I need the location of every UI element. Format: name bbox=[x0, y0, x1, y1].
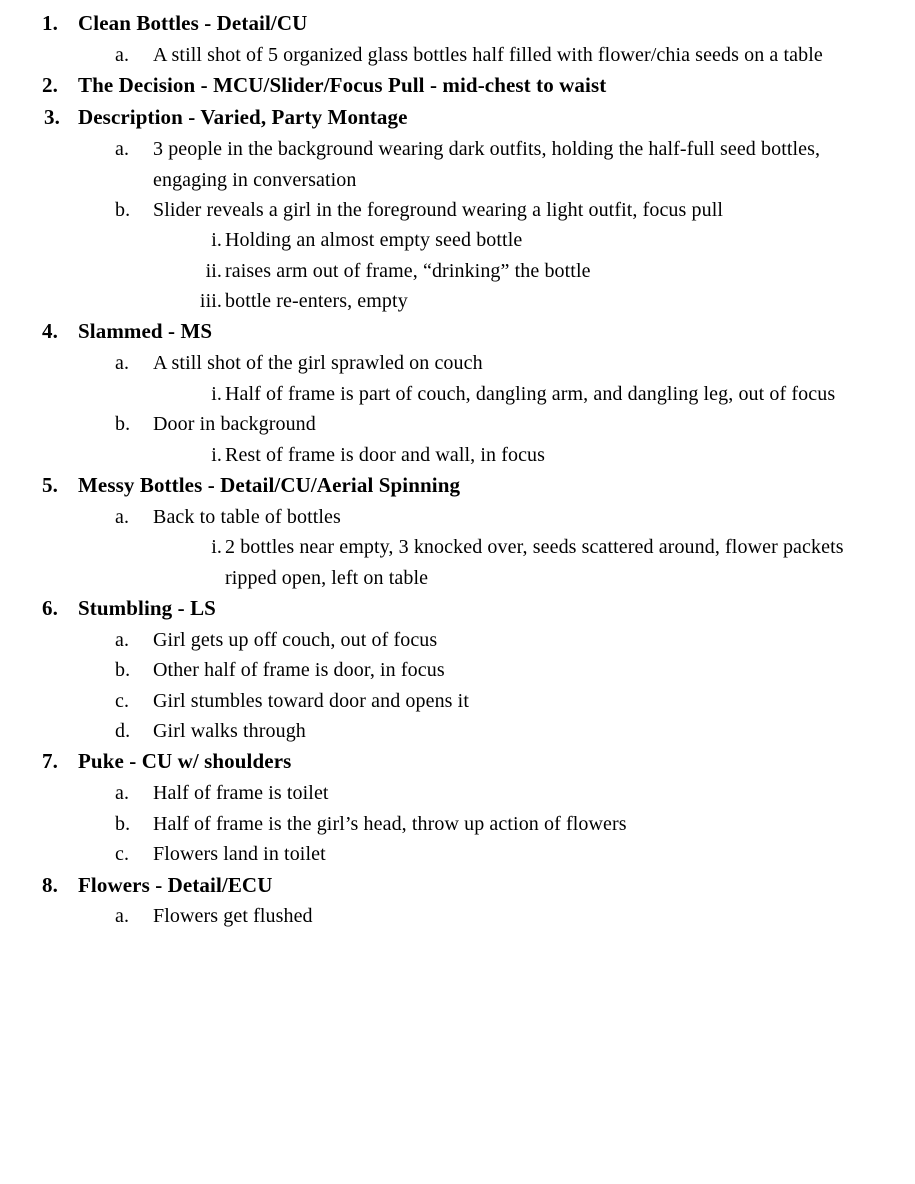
outline-level2-text: Flowers land in toilet bbox=[153, 843, 326, 866]
outline-level1-text: Messy Bottles - Detail/CU/Aerial Spinning bbox=[78, 472, 461, 497]
outline-level2-heading bbox=[20, 686, 895, 716]
outline-item-level1 bbox=[20, 746, 895, 869]
outline-level2-heading bbox=[20, 716, 895, 746]
outline-level3-heading bbox=[20, 379, 895, 409]
outline-item-level2 bbox=[20, 655, 895, 685]
outline-level3-marker: i. bbox=[211, 536, 222, 559]
outline-item-level3 bbox=[20, 256, 895, 286]
outline-level3-heading bbox=[20, 225, 895, 255]
outline-sublist-level2 bbox=[20, 901, 895, 931]
outline-sublist-level2 bbox=[20, 134, 895, 316]
outline-level3-marker: ii. bbox=[205, 259, 222, 282]
outline-level2-marker: c. bbox=[115, 689, 130, 712]
outline-sublist-level2 bbox=[20, 40, 895, 70]
outline-item-level2 bbox=[20, 901, 895, 931]
outline-sublist-level2 bbox=[20, 625, 895, 747]
outline-item-level3 bbox=[20, 379, 895, 409]
outline-level3-heading bbox=[20, 256, 895, 286]
outline-level3-marker: i. bbox=[211, 443, 222, 466]
outline-item-level2 bbox=[20, 716, 895, 746]
outline-level2-heading bbox=[20, 778, 895, 808]
outline-level2-heading bbox=[20, 625, 895, 655]
outline-level1-text: Flowers - Detail/ECU bbox=[78, 872, 273, 897]
outline-item-level2 bbox=[20, 40, 895, 70]
outline-level1-heading bbox=[20, 746, 895, 778]
outline-level1-marker: 4. bbox=[42, 319, 58, 344]
outline-level3-text: Rest of frame is door and wall, in focus bbox=[225, 443, 546, 466]
outline-level1-text: Puke - CU w/ shoulders bbox=[78, 749, 292, 774]
outline-item-level3 bbox=[20, 225, 895, 255]
outline-level3-text: Holding an almost empty seed bottle bbox=[225, 229, 523, 252]
outline-level2-heading bbox=[20, 134, 895, 195]
outline-level2-heading bbox=[20, 348, 895, 378]
outline-item-level1 bbox=[20, 70, 895, 102]
outline-level2-marker: b. bbox=[115, 198, 131, 221]
outline-item-level1 bbox=[20, 8, 895, 70]
outline-level2-heading bbox=[20, 839, 895, 869]
outline-level2-text: 3 people in the background wearing dark outfits, holding the half-full seed bottles, engaging in conversation bbox=[153, 138, 821, 191]
outline-level3-text: 2 bottles near empty, 3 knocked over, seeds scattered around, flower packets ripped open, left on table bbox=[225, 536, 844, 589]
outline-level3-heading bbox=[20, 440, 895, 470]
outline-sublist-level3 bbox=[20, 379, 895, 409]
outline-item-level1 bbox=[20, 316, 895, 469]
outline-item-level2 bbox=[20, 686, 895, 716]
outline-sublist-level3 bbox=[20, 440, 895, 470]
outline-item-level1 bbox=[20, 593, 895, 746]
outline-level1-marker: 5. bbox=[42, 472, 58, 497]
outline-level1-text: The Decision - MCU/Slider/Focus Pull - mid-chest to waist bbox=[78, 73, 607, 98]
outline-level2-marker: b. bbox=[115, 659, 131, 682]
outline-level2-marker: b. bbox=[115, 812, 131, 835]
outline-item-level2 bbox=[20, 409, 895, 470]
outline-item-level1 bbox=[20, 102, 895, 316]
outline-level2-marker: c. bbox=[115, 843, 130, 866]
outline-level2-heading bbox=[20, 195, 895, 225]
outline-level2-marker: a. bbox=[115, 782, 130, 805]
outline-level2-marker: a. bbox=[115, 905, 130, 928]
outline-level3-marker: i. bbox=[211, 229, 222, 252]
outline-level1-heading bbox=[20, 316, 895, 348]
outline-level1-marker: 3. bbox=[44, 105, 60, 130]
outline-level2-text: Half of frame is the girl’s head, throw up action of flowers bbox=[153, 812, 627, 835]
outline-level1-heading bbox=[20, 70, 895, 102]
outline-level2-text: Girl gets up off couch, out of focus bbox=[153, 628, 438, 651]
outline-item-level1 bbox=[20, 870, 895, 932]
outline-level2-text: Back to table of bottles bbox=[153, 505, 341, 528]
outline-level1-heading bbox=[20, 102, 895, 134]
outline-level2-text: Other half of frame is door, in focus bbox=[153, 659, 445, 682]
outline-item-level2 bbox=[20, 195, 895, 317]
outline-level2-marker: a. bbox=[115, 352, 130, 375]
outline-level2-heading bbox=[20, 901, 895, 931]
outline-level1-marker: 8. bbox=[42, 872, 58, 897]
outline-level2-text: A still shot of 5 organized glass bottles half filled with flower/chia seeds on a table bbox=[153, 43, 823, 66]
outline-level1-heading bbox=[20, 8, 895, 40]
outline-level1-marker: 7. bbox=[42, 749, 58, 774]
outline-sublist-level2 bbox=[20, 348, 895, 470]
outline-level1-marker: 6. bbox=[42, 596, 58, 620]
outline-item-level2 bbox=[20, 502, 895, 593]
outline-level2-marker: a. bbox=[115, 43, 130, 66]
outline-level1-heading bbox=[20, 593, 895, 625]
outline-level2-text: A still shot of the girl sprawled on couch bbox=[153, 352, 483, 375]
outline-level2-text: Girl stumbles toward door and opens it bbox=[153, 689, 469, 712]
outline-sublist-level3 bbox=[20, 225, 895, 316]
outline-level2-text: Girl walks through bbox=[153, 720, 306, 743]
outline-level1-heading bbox=[20, 470, 895, 502]
outline-level2-marker: d. bbox=[115, 720, 131, 743]
outline-level2-heading bbox=[20, 40, 895, 70]
outline-level1-marker: 2. bbox=[42, 73, 58, 98]
outline-level1-text: Slammed - MS bbox=[78, 319, 213, 344]
outline-list bbox=[20, 8, 895, 932]
outline-level2-heading bbox=[20, 809, 895, 839]
outline-level2-text: Half of frame is toilet bbox=[153, 782, 329, 805]
outline-level2-heading bbox=[20, 409, 895, 439]
outline-item-level2 bbox=[20, 134, 895, 195]
outline-level1-text: Clean Bottles - Detail/CU bbox=[78, 11, 308, 35]
outline-level3-heading bbox=[20, 532, 895, 593]
outline-level3-marker: i. bbox=[211, 382, 222, 405]
outline-item-level3 bbox=[20, 440, 895, 470]
outline-level3-text: Half of frame is part of couch, dangling arm, and dangling leg, out of focus bbox=[225, 382, 836, 405]
outline-level2-heading bbox=[20, 655, 895, 685]
outline-item-level2 bbox=[20, 625, 895, 655]
outline-level2-heading bbox=[20, 502, 895, 532]
outline-item-level3 bbox=[20, 286, 895, 316]
outline-level3-text: raises arm out of frame, “drinking” the bottle bbox=[225, 259, 591, 282]
page-bottom-whitespace bbox=[20, 932, 895, 1122]
outline-sublist-level3 bbox=[20, 532, 895, 593]
outline-item-level2 bbox=[20, 809, 895, 839]
outline-level3-heading bbox=[20, 286, 895, 316]
outline-level1-text: Description - Varied, Party Montage bbox=[78, 105, 408, 130]
outline-item-level2 bbox=[20, 778, 895, 808]
outline-level2-text: Flowers get flushed bbox=[153, 905, 313, 928]
outline-level1-text: Stumbling - LS bbox=[78, 596, 216, 620]
outline-item-level2 bbox=[20, 839, 895, 869]
outline-item-level3 bbox=[20, 532, 895, 593]
outline-level3-marker: iii. bbox=[199, 290, 222, 313]
outline-level1-heading bbox=[20, 870, 895, 902]
outline-level2-text: Door in background bbox=[153, 413, 316, 436]
outline-item-level1 bbox=[20, 470, 895, 593]
outline-level2-marker: a. bbox=[115, 138, 130, 161]
outline-sublist-level2 bbox=[20, 502, 895, 593]
outline-level3-text: bottle re-enters, empty bbox=[225, 290, 408, 313]
outline-level2-text: Slider reveals a girl in the foreground wearing a light outfit, focus pull bbox=[153, 198, 724, 221]
outline-item-level2 bbox=[20, 348, 895, 409]
outline-level2-marker: a. bbox=[115, 505, 130, 528]
outline-level2-marker: b. bbox=[115, 413, 131, 436]
outline-sublist-level2 bbox=[20, 778, 895, 869]
outline-level2-marker: a. bbox=[115, 628, 130, 651]
outline-level1-marker: 1. bbox=[42, 11, 58, 35]
